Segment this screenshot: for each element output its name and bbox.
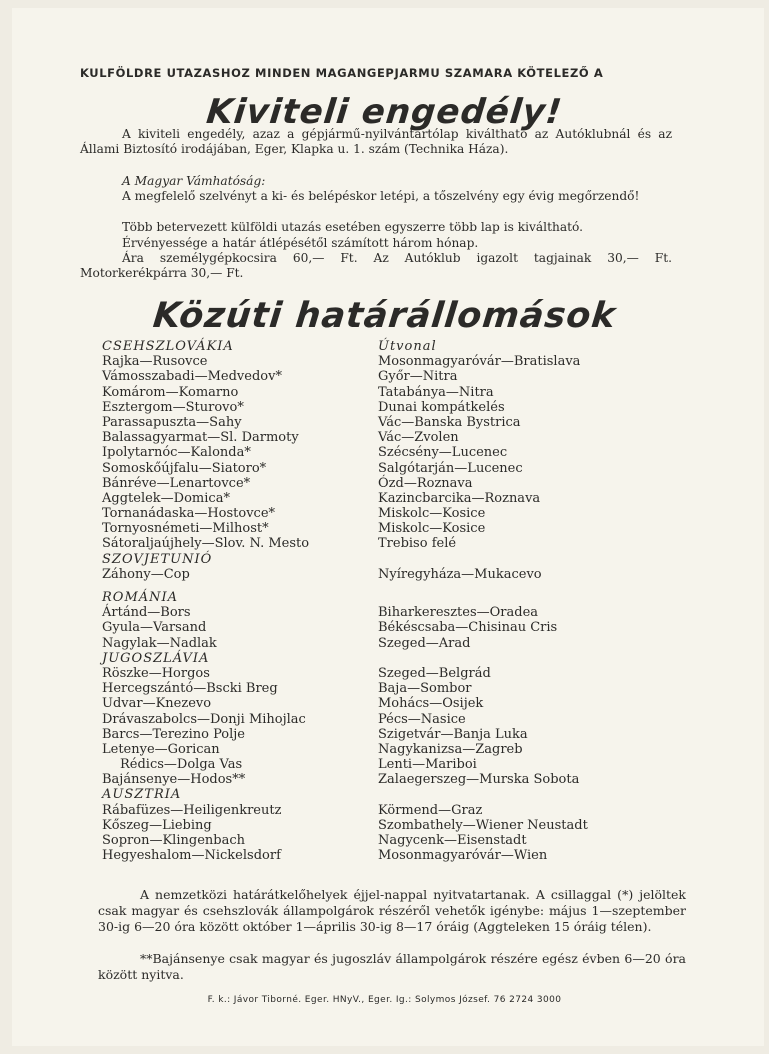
printer-imprint: F. k.: Jávor Tiborné. Eger. HNyV., Eger. Ig.: Solymos József. 76 2724 3000: [207, 995, 562, 1005]
crossing: Sopron—Klingenbach: [102, 833, 245, 848]
crossing: Kőszeg—Liebing: [102, 817, 212, 833]
crossings-column: [102, 339, 309, 863]
route: Körmend—Graz: [378, 802, 483, 818]
bajansenye-footnote: **Bajánsenye csak magyar és jugoszláv állampolgárok részére egész évben 6—20 óra között nyitva.: [98, 951, 686, 982]
crossing: Balassagyarmat—Sl. Darmoty: [102, 430, 299, 446]
mandatory-notice-heading: KULFÖLDRE UTAZASHOZ MINDEN MAGANGEPJARMU SZAMARA KÖTELEZŐ A: [80, 66, 604, 80]
route: Győr—Nitra: [378, 369, 458, 385]
crossing: Esztergom—Sturovo*: [102, 399, 244, 415]
crossing: Bajánsenye—Hodos**: [102, 772, 246, 788]
route: Zalaegerszeg—Murska Sobota: [378, 772, 580, 788]
route: Szécsény—Lucenec: [378, 445, 508, 461]
crossing: Komárom—Komarno: [102, 384, 239, 400]
crossing: Somoskőújfalu—Siatoro*: [102, 460, 267, 476]
permit-paragraph-5: Érvényessége a határ átlépésétől számított három hónap.: [122, 236, 479, 250]
route: Mohács—Osijek: [378, 696, 484, 712]
route: Mosonmagyaróvár—Bratislava: [378, 354, 581, 370]
crossing: Bánréve—Lenartovce*: [102, 475, 251, 491]
permit-price-paragraph: Ára személygépkocsira 60,— Ft. Az Autóklub igazolt tagjainak 30,— Ft. Motorkerékpárra 30,— Ft.: [80, 251, 672, 281]
crossing: Hegyeshalom—Nickelsdorf: [102, 848, 281, 864]
crossing: Röszke—Horgos: [102, 665, 210, 681]
route: Vác—Banska Bystrica: [378, 414, 521, 430]
country-heading: SZOVJETUNIÓ: [102, 551, 213, 567]
crossing: Aggtelek—Domica*: [102, 490, 230, 506]
route: Ózd—Roznava: [378, 475, 473, 491]
crossing: Barcs—Terezino Polje: [102, 726, 245, 742]
route: Salgótarján—Lucenec: [378, 460, 523, 476]
road-crossings-title: Közúti határállomások: [151, 296, 618, 336]
crossing: Hercegszántó—Bscki Breg: [102, 681, 278, 697]
export-permit-title: Kiviteli engedély!: [204, 92, 565, 132]
route: Nagycenk—Eisenstadt: [378, 833, 527, 848]
crossing: Rábafüzes—Heiligenkreutz: [102, 802, 282, 818]
crossing: Gyula—Varsand: [102, 620, 207, 636]
country-heading: AUSZTRIA: [102, 787, 182, 803]
route: Szombathely—Wiener Neustadt: [378, 817, 588, 833]
route: Lenti—Mariboi: [378, 757, 477, 773]
country-heading: ROMÁNIA: [102, 590, 179, 605]
route: Békéscsaba—Chisinau Cris: [378, 620, 558, 636]
country-heading: JUGOSZLÁVIA: [102, 650, 210, 666]
crossing: Záhony—Cop: [102, 566, 190, 582]
route: Biharkeresztes—Oradea: [378, 605, 539, 621]
route: Nagykanizsa—Zagreb: [378, 741, 523, 757]
country-heading: CSEHSZLOVÁKIA: [102, 339, 234, 354]
route: Dunai kompátkelés: [378, 399, 505, 415]
route: Miskolc—Kosice: [378, 506, 486, 522]
route: Szeged—Arad: [378, 635, 471, 651]
route: Kazincbarcika—Roznava: [378, 490, 541, 506]
crossing: Vámosszabadi—Medvedov*: [102, 369, 282, 385]
route: Szeged—Belgrád: [378, 665, 491, 681]
permit-paragraph-1: A kiviteli engedély, azaz a gépjármű-nyilvántartólap kiváltható az Autóklubnál és az Állami Biztosító irodájában, Eger, Klapka u. 1. szám (Technika Háza).: [80, 127, 672, 157]
route: Miskolc—Kosice: [378, 521, 486, 537]
crossing: Udvar—Knezevo: [102, 696, 212, 712]
route: Mosonmagyaróvár—Wien: [378, 848, 548, 864]
route: Nyíregyháza—Mukacevo: [378, 566, 542, 582]
route: Vác—Zvolen: [378, 430, 459, 446]
crossing: Letenye—Gorican: [102, 741, 220, 757]
route: Tatabánya—Nitra: [378, 384, 494, 400]
permit-paragraph-4: Több betervezett külföldi utazás esetében egyszerre több lap is kiváltható.: [122, 220, 583, 234]
crossing: Ártánd—Bors: [102, 605, 191, 621]
crossing: Nagylak—Nadlak: [102, 635, 217, 651]
crossing: Parassapuszta—Sahy: [102, 414, 242, 430]
crossing: Rédics—Dolga Vas: [120, 757, 243, 773]
route-column-heading: Útvonal: [378, 339, 437, 354]
customs-authority-heading: A Magyar Vámhatóság:: [122, 174, 266, 188]
crossing: Drávaszabolcs—Donji Mihojlac: [102, 711, 306, 727]
opening-hours-footnote: A nemzetközi határátkelőhelyek éjjel-nappal nyitvatartanak. A csillaggal (*) jelöltek csak magyar és csehszlovák állampolgárok részéről vehetők igénybe: május 1—szeptember 30-ig 6—20 óra között október 1—április 30-ig 8—17 óráig (Aggteleken 15 óráig télen).: [98, 887, 686, 934]
crossing: Tornanádaska—Hostovce*: [102, 506, 276, 522]
route: Baja—Sombor: [378, 681, 472, 697]
routes-column: [378, 339, 588, 863]
route: Trebiso felé: [378, 536, 457, 552]
crossing: Rajka—Rusovce: [102, 354, 208, 370]
crossing: Sátoraljaújhely—Slov. N. Mesto: [102, 536, 310, 552]
crossing: Ipolytarnóc—Kalonda*: [102, 445, 251, 461]
crossing: Tornyosnémeti—Milhost*: [102, 521, 269, 537]
route: Pécs—Nasice: [378, 711, 466, 727]
permit-paragraph-3: A megfelelő szelvényt a ki- és belépéskor letépi, a tőszelvény egy évig megőrzendő!: [122, 189, 640, 203]
route: Szigetvár—Banja Luka: [378, 726, 528, 742]
